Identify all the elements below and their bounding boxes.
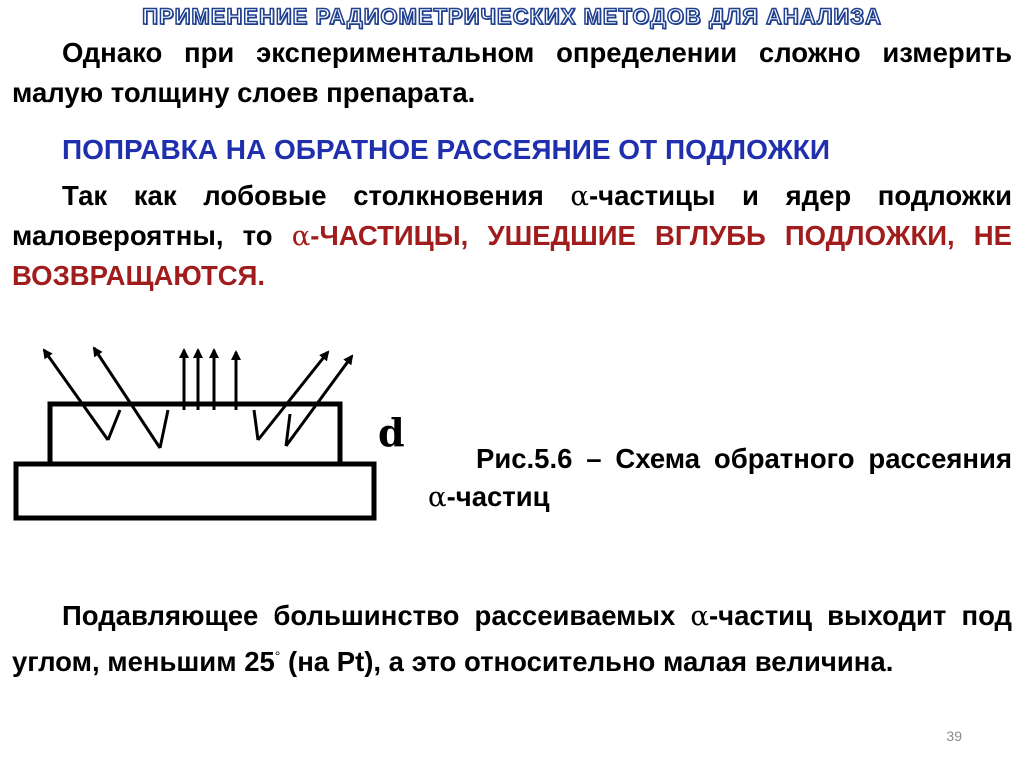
backscatter-diagram (0, 330, 420, 530)
angle-text-c: (на Pt), а это относительно малая величина. (280, 646, 894, 678)
angle-text-b: -частиц выходит под углом, меньшим 25 (12, 600, 1012, 678)
figure-caption (428, 440, 1012, 516)
angle-paragraph (12, 596, 1012, 682)
caption-text-b: -частиц (446, 481, 550, 512)
substrate-block (16, 464, 374, 518)
angle-text-a: Подавляющее большинство рассеиваемых (62, 600, 691, 631)
thickness-label-d: d (378, 410, 405, 455)
caption-alpha-symbol: α (428, 481, 447, 513)
backscatter-text-a: Так как лобовые столкновения (62, 180, 571, 211)
backscatter-text-b: -частицы и ядер подложки маловероятны, то (12, 180, 1013, 251)
alpha-symbol: α (570, 180, 589, 212)
degree-symbol: ° (274, 648, 281, 664)
section-heading: ПОПРАВКА НА ОБРАТНОЕ РАССЕЯНИЕ ОТ ПОДЛОЖКИ (62, 134, 831, 165)
intro-text: Однако при экспериментальном определении сложно измерить малую толщину слоев препарата. (12, 37, 1012, 108)
page-number: 39 (946, 728, 962, 744)
backscatter-paragraph (12, 176, 1012, 296)
alpha-symbol-red: α (291, 220, 311, 252)
caption-text-a: Рис.5.6 – Схема обратного рассеяния (476, 443, 1012, 474)
angle-alpha-symbol: α (690, 600, 709, 632)
slide-title: ПРИМЕНЕНИЕ РАДИОМЕТРИЧЕСКИХ МЕТОДОВ ДЛЯ АНАЛИЗА (142, 4, 882, 29)
backscatter-emphasis: -ЧАСТИЦЫ, УШЕДШИЕ ВГЛУБЬ ПОДЛОЖКИ, НЕ ВОЗВРАЩАЮТСЯ. (12, 220, 1012, 291)
intro-paragraph (12, 33, 1012, 113)
